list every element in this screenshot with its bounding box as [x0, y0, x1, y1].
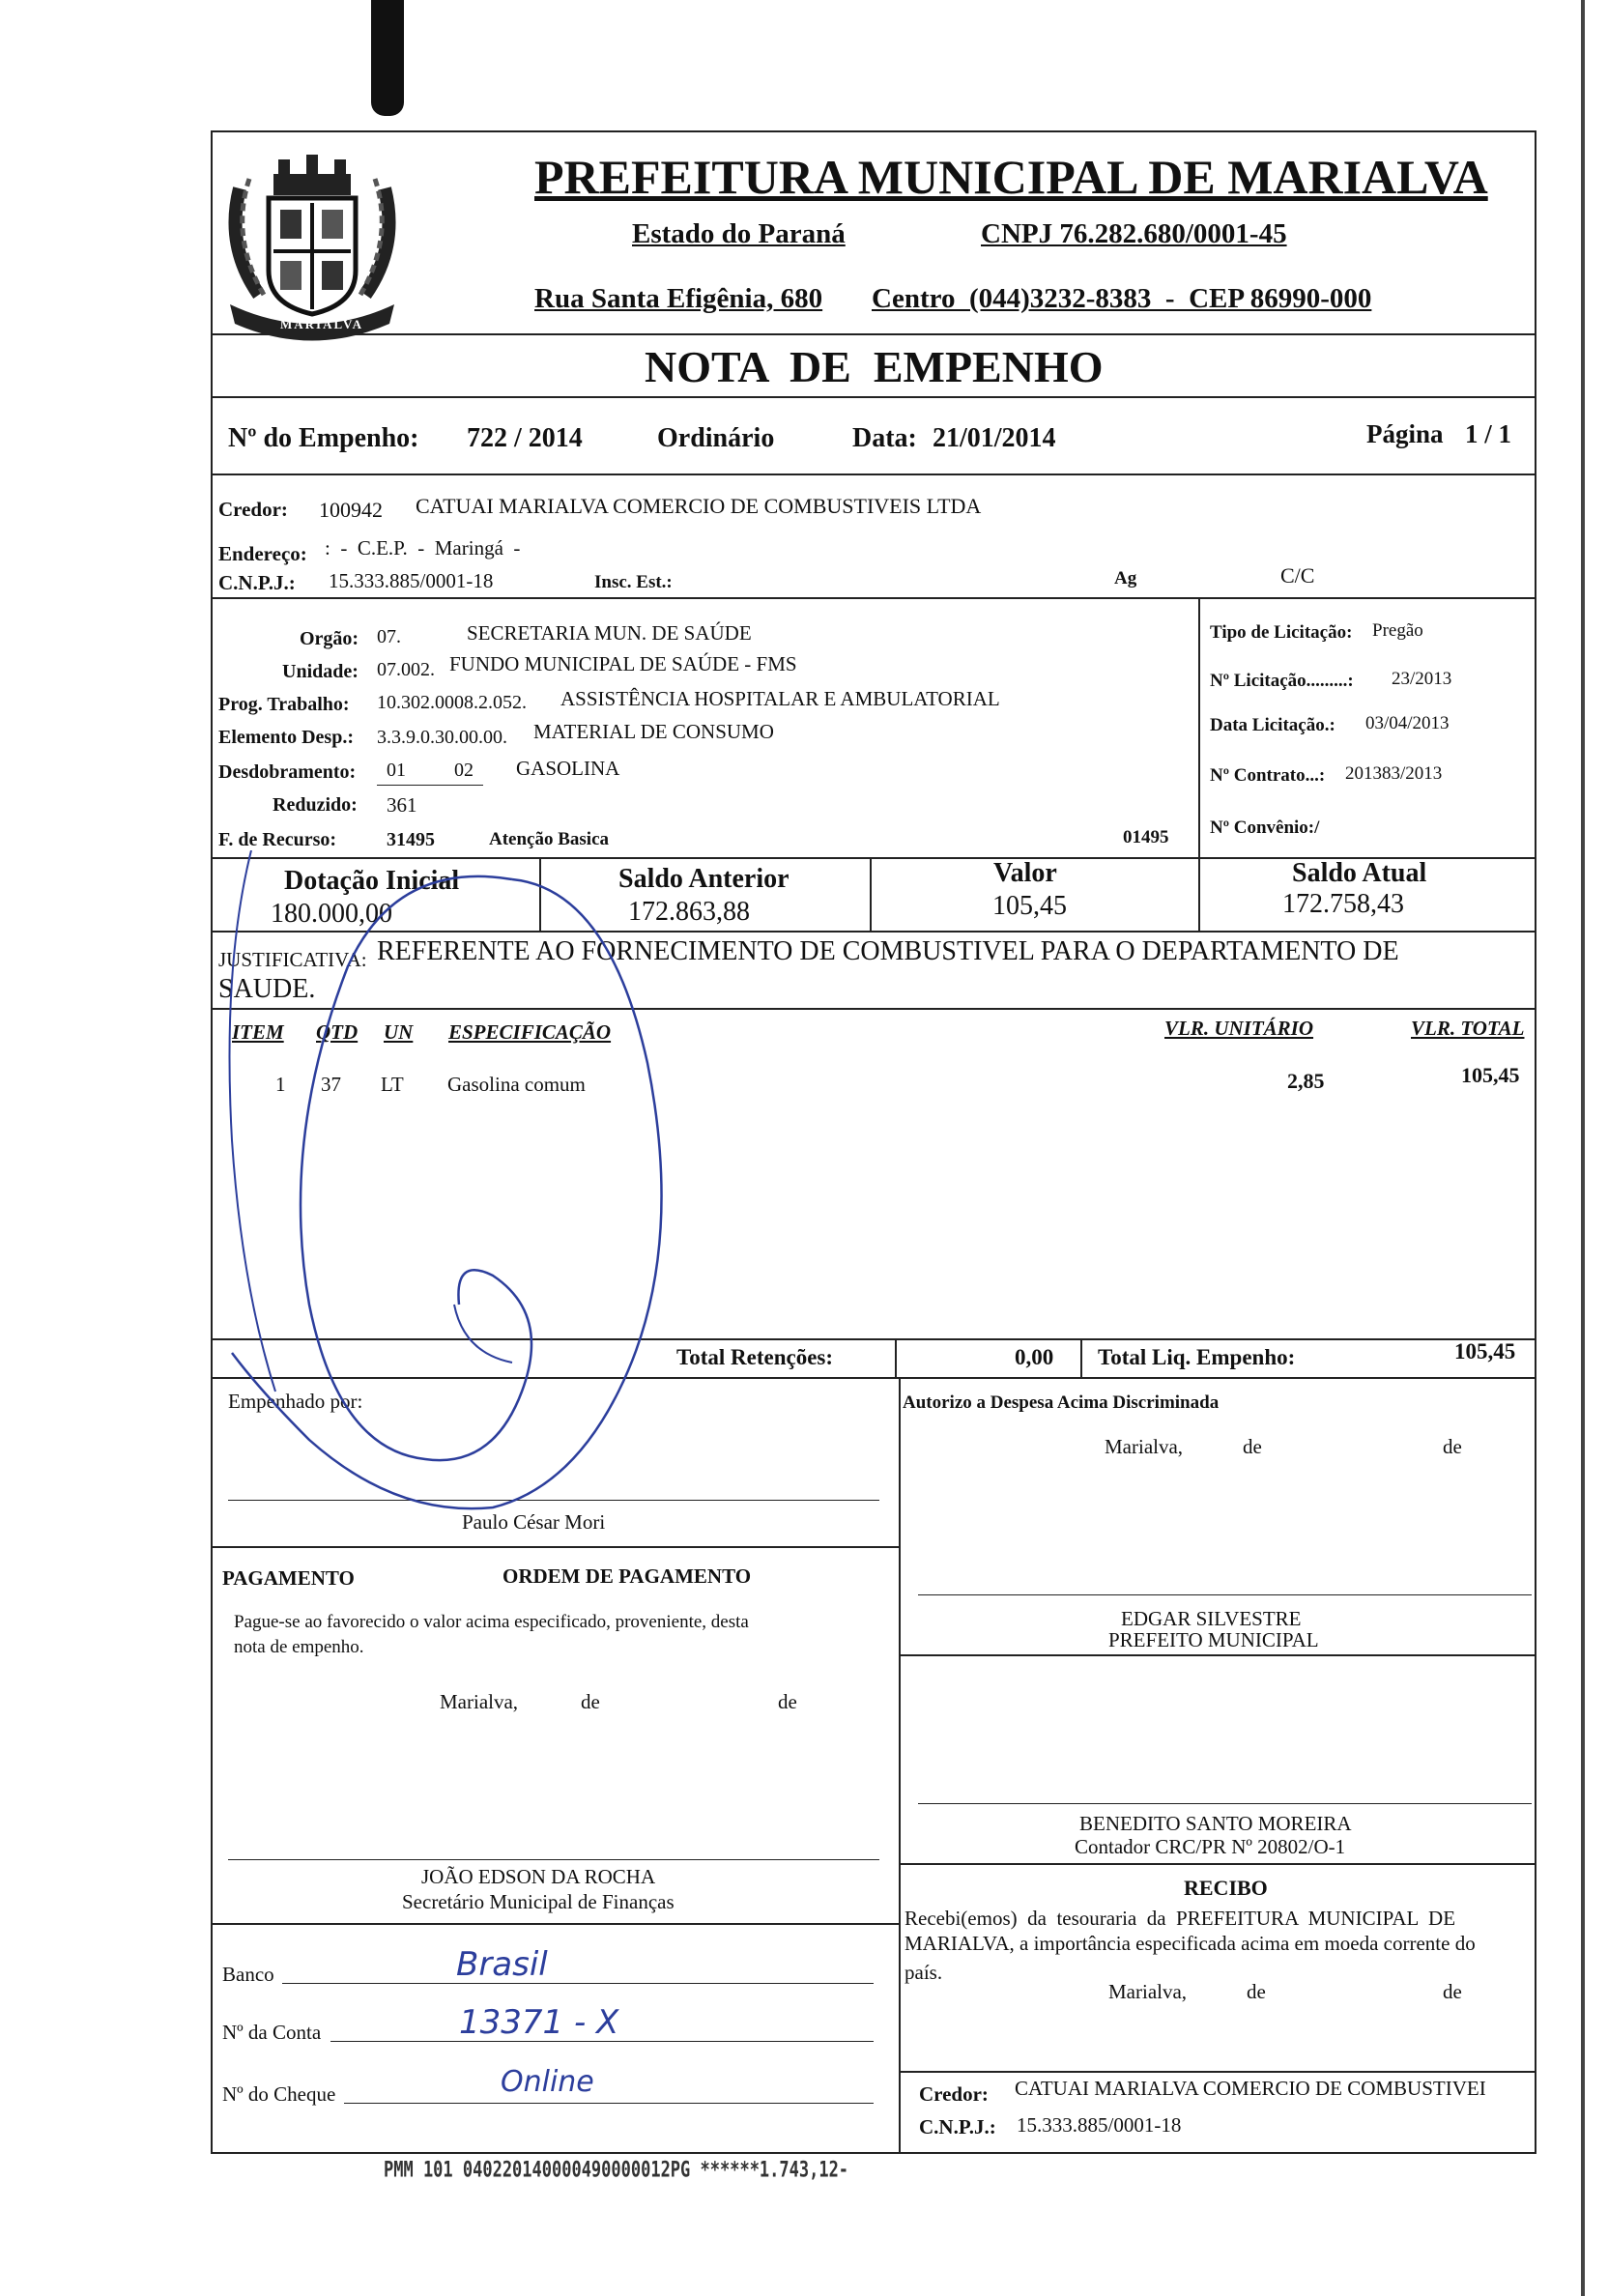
col-header-un: UN: [384, 1020, 414, 1044]
page-label: Página: [1366, 419, 1444, 448]
autorizo-de2: de: [1443, 1435, 1462, 1458]
desdobramento-b: 02: [454, 760, 474, 781]
address-label: Endereço:: [218, 542, 307, 565]
unidade-label: Unidade:: [282, 661, 359, 682]
unidade-name: FUNDO MUNICIPAL DE SAÚDE - FMS: [449, 652, 797, 675]
footer-credor-label: Credor:: [919, 2082, 989, 2106]
orgao-code: 07.: [377, 626, 401, 647]
document-type-title: NOTA DE EMPENHO: [645, 342, 1104, 391]
empenho-type: Ordinário: [657, 423, 775, 453]
dotacao-label: Dotação Inicial: [284, 866, 460, 896]
signature-line: [228, 1859, 879, 1860]
seal-ribbon-text: MARIALVA: [280, 317, 364, 331]
row-total: 105,45: [1461, 1063, 1520, 1087]
prefeito-name: EDGAR SILVESTRE: [1121, 1607, 1302, 1630]
underline: [377, 785, 483, 786]
divider: [211, 333, 1536, 335]
col-header-item: ITEM: [232, 1020, 284, 1044]
recibo-text-2: MARIALVA, a importância especificada acima em moeda corrente do: [904, 1932, 1476, 1955]
divider: [899, 2071, 1536, 2073]
pen-scribble-annotation: [203, 850, 705, 1546]
state-name: Estado do Paraná: [632, 218, 846, 249]
numero-licitacao-label: Nº Licitação.........:: [1210, 671, 1354, 691]
elemento-name: MATERIAL DE CONSUMO: [533, 720, 774, 743]
empenho-number-label: Nº do Empenho:: [228, 423, 419, 453]
empenhado-label: Empenhado por:: [228, 1390, 363, 1413]
autorizo-city: Marialva,: [1105, 1435, 1184, 1458]
divider: [899, 1654, 1536, 1656]
autorizo-label: Autorizo a Despesa Acima Discriminada: [903, 1392, 1220, 1413]
contrato-number: 201383/2013: [1345, 763, 1443, 784]
pagamento-text-2: nota de empenho.: [234, 1637, 364, 1657]
orgao-name: SECRETARIA MUN. DE SAÚDE: [467, 621, 752, 645]
recurso-label: F. de Recurso:: [218, 829, 337, 850]
ordem-pagamento-label: ORDEM DE PAGAMENTO: [502, 1564, 752, 1588]
elemento-code: 3.3.9.0.30.00.00.: [377, 727, 507, 748]
row-especificacao: Gasolina comum: [447, 1073, 586, 1096]
prog-trabalho-label: Prog. Trabalho:: [218, 694, 350, 715]
divider: [895, 1338, 897, 1377]
recibo-de2: de: [1443, 1980, 1462, 2003]
recurso-name: Atenção Basica: [489, 829, 610, 849]
divider: [1080, 1338, 1082, 1377]
secretario-role: Secretário Municipal de Finanças: [402, 1890, 675, 1913]
pagamento-label: PAGAMENTO: [222, 1566, 355, 1590]
divider: [211, 597, 1536, 599]
recibo-text-1: Recebi(emos) da tesouraria da PREFEITURA MUNICIPAL DE: [904, 1907, 1456, 1930]
recibo-city: Marialva,: [1108, 1980, 1188, 2003]
prog-trabalho-name: ASSISTÊNCIA HOSPITALAR E AMBULATORIAL: [560, 687, 1000, 710]
row-un: LT: [381, 1073, 404, 1096]
divider: [899, 1377, 901, 2154]
divider: [211, 1923, 899, 1925]
banco-label: Banco: [222, 1963, 274, 1986]
valor-label: Valor: [993, 858, 1057, 888]
divider: [211, 474, 1536, 475]
empenho-date-label: Data:: [852, 423, 917, 453]
desdobramento-label: Desdobramento:: [218, 761, 357, 783]
col-header-especificacao: ESPECIFICAÇÃO: [448, 1020, 612, 1044]
cheque-handwritten: Online: [501, 2065, 594, 2099]
pagamento-text-1: Pague-se ao favorecido o valor acima especificado, proveniente, desta: [234, 1612, 749, 1632]
saldo-atual-label: Saldo Atual: [1292, 858, 1427, 888]
footer-cnpj-label: C.N.P.J.:: [919, 2115, 996, 2138]
reduzido-value: 361: [387, 793, 417, 817]
total-liquido-value: 105,45: [1454, 1339, 1516, 1363]
empenho-number: 722 / 2014: [467, 423, 583, 453]
numero-licitacao: 23/2013: [1392, 669, 1452, 689]
desdobramento-a: 01: [387, 760, 406, 781]
unidade-code: 07.002.: [377, 659, 435, 680]
pagamento-city: Marialva,: [440, 1690, 519, 1713]
authentication-code: PMM 101 040220140000490000012PG ******1.743,12-: [384, 2157, 849, 2183]
divider: [211, 1546, 899, 1548]
valor-value: 105,45: [992, 891, 1067, 921]
binding-mark: [371, 0, 404, 116]
divider: [899, 1863, 1536, 1865]
elemento-label: Elemento Desp.:: [218, 727, 354, 748]
row-unit-price: 2,85: [1287, 1069, 1325, 1093]
recurso-extra: 01495: [1123, 827, 1169, 847]
retencoes-label: Total Retenções:: [676, 1345, 834, 1369]
conta-label: Nº da Conta: [222, 2021, 322, 2044]
saldo-anterior-label: Saldo Anterior: [618, 864, 790, 894]
divider: [1198, 597, 1200, 858]
credor-cnpj: 15.333.885/0001-18: [329, 569, 494, 592]
row-qtd: 37: [321, 1073, 341, 1096]
saldo-atual-value: 172.758,43: [1282, 889, 1404, 919]
data-licitacao-label: Data Licitação.:: [1210, 715, 1335, 735]
banco-handwritten: Brasil: [456, 1945, 548, 1984]
retencoes-value: 0,00: [1015, 1345, 1054, 1369]
district-phone-cep: Centro (044)3232-8383 - CEP 86990-000: [872, 283, 1372, 314]
cheque-label: Nº do Cheque: [222, 2082, 336, 2106]
credor-name: CATUAI MARIALVA COMERCIO DE COMBUSTIVEIS LTDA: [416, 494, 982, 518]
dotacao-value: 180.000,00: [271, 899, 392, 929]
col-header-unit-price: VLR. UNITÁRIO: [1164, 1017, 1314, 1040]
divider: [870, 857, 872, 931]
pagamento-de2: de: [778, 1690, 797, 1713]
tipo-licitacao-label: Tipo de Licitação:: [1210, 622, 1353, 643]
cheque-field: [344, 2083, 874, 2104]
signature-line: [918, 1803, 1532, 1804]
insc-est-label: Insc. Est.:: [594, 572, 673, 592]
contador-role: Contador CRC/PR Nº 20802/O-1: [1075, 1835, 1346, 1858]
total-liquido-label: Total Liq. Empenho:: [1098, 1345, 1296, 1369]
prefeito-role: PREFEITO MUNICIPAL: [1108, 1628, 1319, 1651]
row-item: 1: [275, 1073, 286, 1096]
signature-line: [918, 1594, 1532, 1595]
justificativa-label: JUSTIFICATIVA:: [218, 948, 367, 971]
secretario-name: JOÃO EDSON DA ROCHA: [421, 1865, 656, 1888]
scan-edge: [1581, 0, 1585, 2296]
empenho-date: 21/01/2014: [933, 423, 1056, 453]
street-address: Rua Santa Efigênia, 680: [534, 283, 823, 314]
tipo-licitacao: Pregão: [1372, 620, 1423, 641]
credor-cnpj-label: C.N.P.J.:: [218, 571, 296, 594]
empenhado-name: Paulo César Mori: [462, 1510, 606, 1534]
justificativa-line1: REFERENTE AO FORNECIMENTO DE COMBUSTIVEL PARA O DEPARTAMENTO DE: [377, 936, 1399, 966]
footer-credor-name: CATUAI MARIALVA COMERCIO DE COMBUSTIVEI: [1015, 2077, 1486, 2100]
recibo-label: RECIBO: [1184, 1876, 1268, 1900]
divider: [211, 396, 1536, 398]
orgao-label: Orgão:: [300, 628, 359, 649]
header-cnpj: CNPJ 76.282.680/0001-45: [981, 218, 1287, 249]
col-header-total: VLR. TOTAL: [1411, 1017, 1525, 1040]
justificativa-line2: SAUDE.: [218, 974, 316, 1004]
contrato-label: Nº Contrato...:: [1210, 765, 1326, 786]
contador-name: BENEDITO SANTO MOREIRA: [1079, 1812, 1352, 1835]
prog-trabalho-code: 10.302.0008.2.052.: [377, 692, 527, 713]
recurso-code: 31495: [387, 829, 435, 850]
credor-code: 100942: [319, 498, 383, 522]
pagamento-de1: de: [581, 1690, 600, 1713]
conta-handwritten: 13371 - X: [459, 2003, 619, 2042]
convenio-label: Nº Convênio:/: [1210, 818, 1320, 838]
recibo-de1: de: [1247, 1980, 1266, 2003]
col-header-qtd: QTD: [316, 1020, 359, 1044]
desdobramento-name: GASOLINA: [516, 757, 620, 780]
page-title: PREFEITURA MUNICIPAL DE MARIALVA: [534, 150, 1488, 204]
footer-cnpj: 15.333.885/0001-18: [1017, 2113, 1182, 2137]
agency-label: Ag: [1114, 568, 1137, 588]
page-number: 1 / 1: [1465, 419, 1512, 448]
reduzido-label: Reduzido:: [273, 794, 358, 816]
banco-field: [282, 1964, 874, 1984]
divider: [1198, 857, 1200, 931]
recibo-text-3: país.: [904, 1961, 943, 1984]
address-value: : - C.E.P. - Maringá -: [325, 536, 521, 560]
data-licitacao: 03/04/2013: [1365, 713, 1450, 733]
saldo-anterior-value: 172.863,88: [628, 897, 750, 927]
municipal-coat-of-arms-icon: [220, 150, 404, 343]
credor-label: Credor:: [218, 498, 288, 521]
account-label: C/C: [1280, 563, 1315, 588]
autorizo-de1: de: [1243, 1435, 1262, 1458]
